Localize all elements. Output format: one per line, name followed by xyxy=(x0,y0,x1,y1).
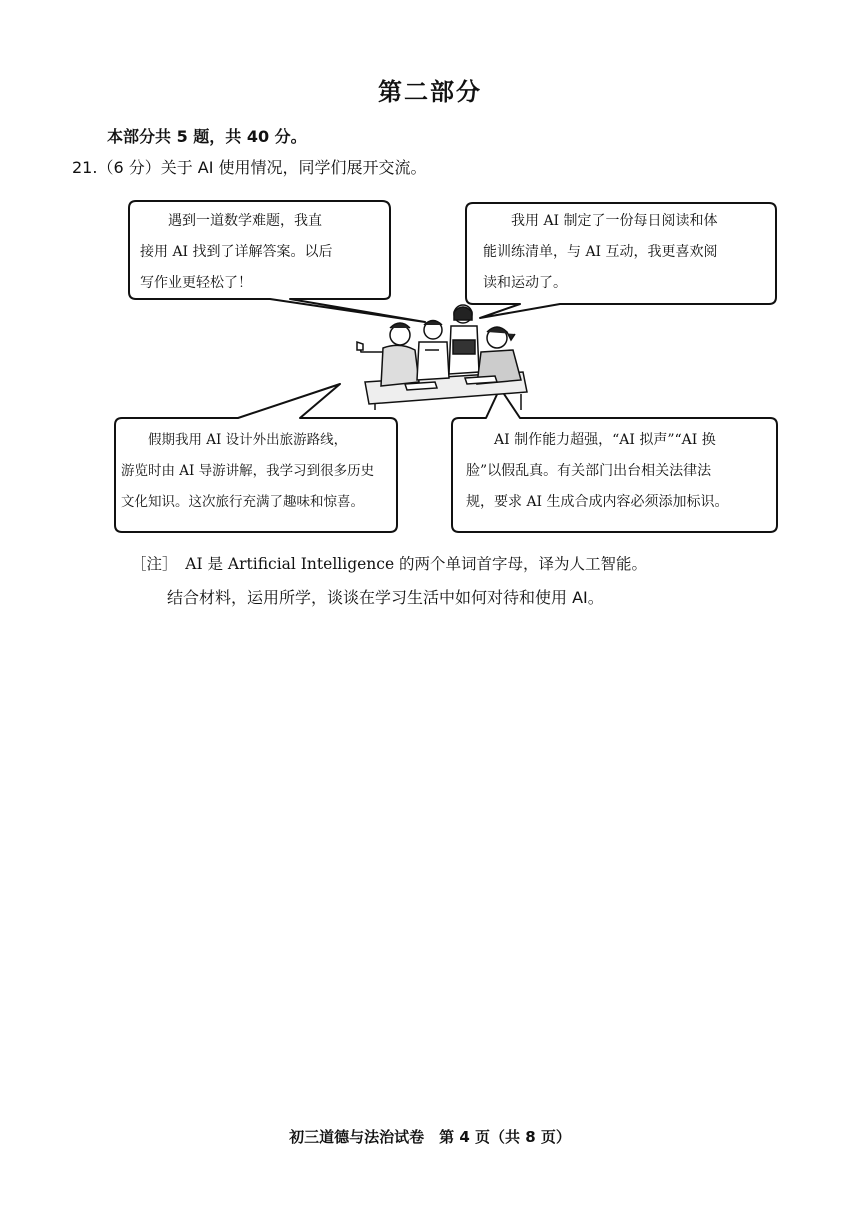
bubble-line: 脸”以假乱真。有关部门出台相关法律法 xyxy=(466,463,712,479)
bubble-line: 读和运动了。 xyxy=(483,275,567,291)
students-discussion-illustration xyxy=(345,300,535,410)
question-task: 结合材料，运用所学，谈谈在学习生活中如何对待和使用 AI。 xyxy=(167,588,604,607)
bubble-line: 假期我用 AI 设计外出旅游路线， xyxy=(121,432,348,448)
annotation-note: ［注］ AI 是 Artificial Intelligence 的两个单词首字母，译为人工智能。 xyxy=(131,555,648,573)
section-title: 第二部分 xyxy=(378,78,482,106)
bubble-line: 写作业更轻松了！ xyxy=(140,275,252,291)
section-intro: 本部分共 5 题，共 40 分。 xyxy=(107,127,307,146)
bubble-line: 规，要求 AI 生成合成内容必须添加标识。 xyxy=(466,494,729,510)
bubble-bottom-left-text xyxy=(121,425,393,518)
page-footer: 初三道德与法治试卷 第 4 页（共 8 页） xyxy=(289,1128,571,1146)
bubble-line: AI 制作能力超强，“AI 拟声”“AI 换 xyxy=(466,432,716,448)
bubble-top-right-text xyxy=(483,206,765,299)
bubble-bottom-right-text xyxy=(466,425,772,518)
bubble-line: 接用 AI 找到了详解答案。以后 xyxy=(140,244,333,260)
bubble-line: 我用 AI 制定了一份每日阅读和体 xyxy=(483,213,718,229)
question-21-stem: 21.（6 分）关于 AI 使用情况，同学们展开交流。 xyxy=(72,158,427,177)
bubble-line: 遇到一道数学难题，我直 xyxy=(140,213,322,229)
bubble-line: 能训练清单，与 AI 互动，我更喜欢阅 xyxy=(483,244,718,260)
bubble-line: 文化知识。这次旅行充满了趣味和惊喜。 xyxy=(121,494,364,510)
bubble-top-left-text xyxy=(140,206,384,299)
bubble-line: 游览时由 AI 导游讲解，我学习到很多历史 xyxy=(121,463,375,479)
